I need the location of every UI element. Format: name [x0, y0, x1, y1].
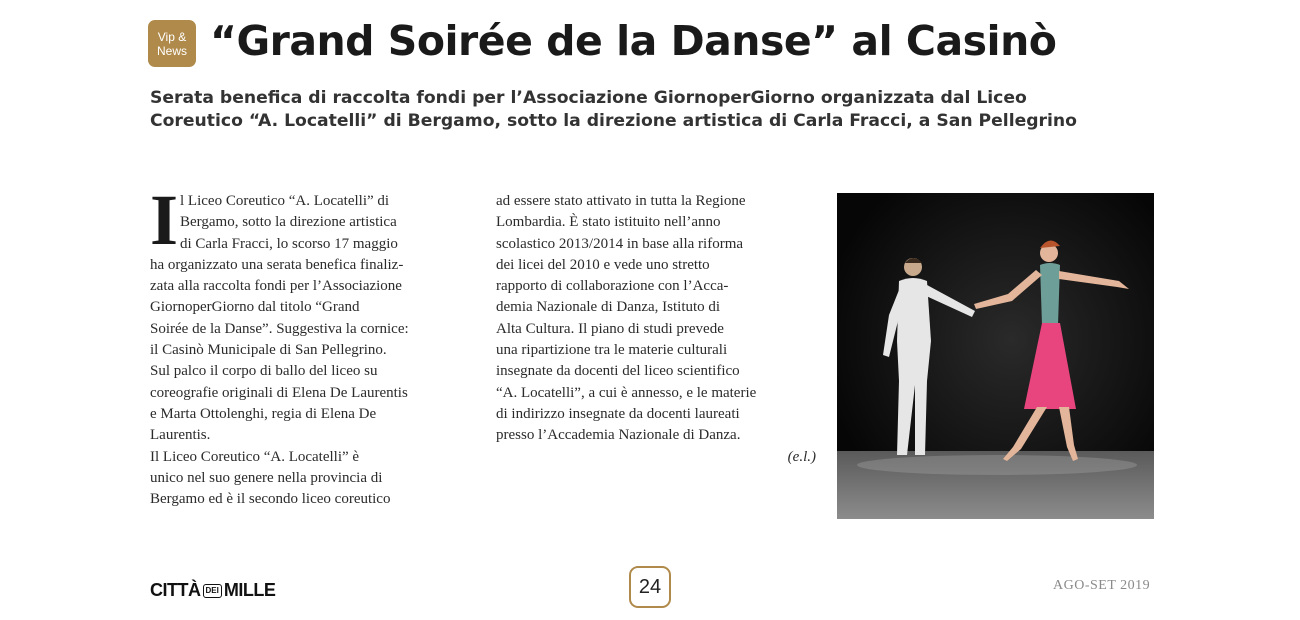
magazine-logo	[150, 580, 275, 601]
text-line: Soirée de la Danse”. Suggestiva la cornice:	[150, 320, 409, 337]
text-line: Lombardia. È stato istituito nell’anno	[496, 214, 721, 231]
text-line: Alta Cultura. Il piano di studi prevede	[496, 320, 724, 337]
page-number: 24	[629, 566, 671, 608]
text-line: Laurentis.	[150, 427, 211, 444]
headline: “Grand Soirée de la Danse” al Casinò	[210, 17, 1057, 65]
text-line: coreografie originali di Elena De Laurentis	[150, 384, 408, 401]
issue-date: AGO-SET 2019	[1053, 578, 1151, 593]
text-line: zata alla raccolta fondi per l’Associazione	[150, 278, 402, 295]
author-signature: (e.l.)	[787, 448, 816, 465]
text-line: e Marta Ottolenghi, regia di Elena De	[150, 405, 377, 422]
badge-line-2: News	[156, 43, 187, 58]
text-line: dei licei del 2010 e vede uno stretto	[496, 256, 710, 273]
text-line: Il Liceo Coreutico “A. Locatelli” è	[150, 448, 360, 465]
text-line: Sul palco il corpo di ballo del liceo su	[150, 363, 378, 380]
text-line: di indirizzo insegnate da docenti laureati	[496, 405, 740, 422]
text-line: scolastico 2013/2014 in base alla riforma	[496, 235, 744, 252]
text-line: Bergamo, sotto la direzione artistica	[180, 214, 397, 231]
text-line: di Carla Fracci, lo scorso 17 maggio	[180, 235, 398, 252]
text-line: rapporto di collaborazione con l’Acca-	[496, 278, 729, 295]
subtitle	[150, 87, 1077, 133]
subtitle-line: Serata benefica di raccolta fondi per l’Associazione GiornoperGiorno organizzata dal Liceo	[150, 88, 1027, 108]
dancers-illustration	[837, 193, 1154, 519]
text-line: insegnate da docenti del liceo scientifico	[496, 363, 740, 380]
text-line: ha organizzato una serata benefica finaliz-	[150, 256, 404, 273]
text-line: Bergamo ed è il secondo liceo coreutico	[150, 491, 391, 508]
text-line: GiornoperGiorno dal titolo “Grand	[150, 299, 360, 316]
text-line: demia Nazionale di Danza, Istituto di	[496, 299, 721, 316]
vip-news-badge	[148, 20, 196, 67]
text-line: ad essere stato attivato in tutta la Regione	[496, 193, 746, 209]
logo-text-mille: MILLE	[223, 580, 276, 600]
text-line: una ripartizione tra le materie culturali	[496, 342, 728, 359]
article-column-1	[150, 180, 482, 510]
text-line: presso l’Accademia Nazionale di Danza.	[496, 427, 741, 444]
dance-photo	[837, 193, 1154, 519]
drop-cap: I	[150, 180, 179, 260]
subtitle-line: Coreutico “A. Locatelli” di Bergamo, sotto la direzione artistica di Carla Fracci, a San Pellegrino	[150, 111, 1077, 131]
text-line: l Liceo Coreutico “A. Locatelli” di	[180, 193, 390, 209]
article-column-2	[496, 191, 816, 468]
badge-line-1: Vip &	[157, 29, 187, 44]
text-line: il Casinò Municipale di San Pellegrino.	[150, 342, 387, 359]
text-line: unico nel suo genere nella provincia di	[150, 469, 383, 486]
logo-text-citta: CITTÀ	[150, 580, 201, 600]
text-line: “A. Locatelli”, a cui è annesso, e le materie	[496, 384, 757, 401]
logo-text-dei: DEI	[203, 584, 222, 598]
